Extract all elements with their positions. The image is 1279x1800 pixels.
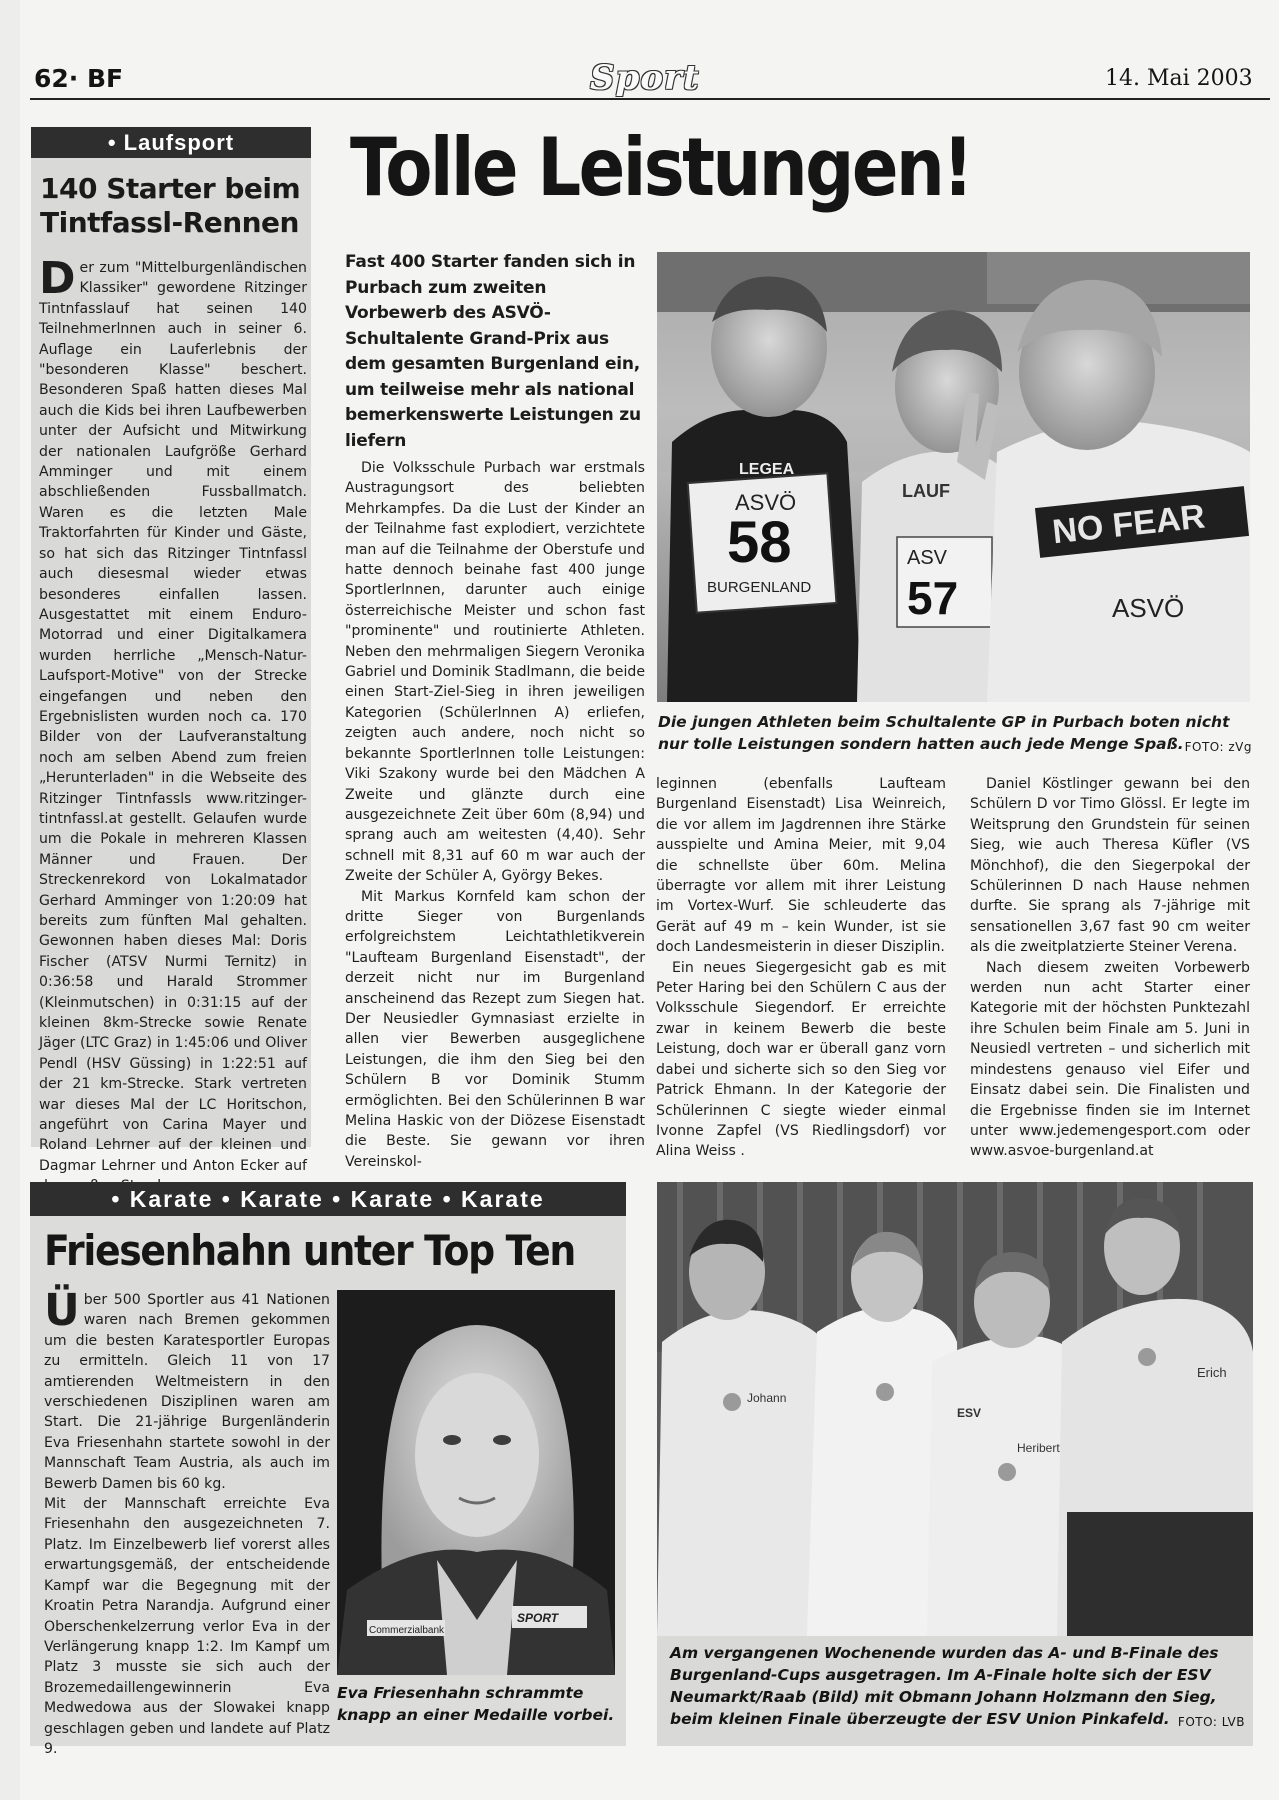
bib2-number: 57	[907, 572, 959, 624]
esv-photo-credit: FOTO: LVB	[1177, 1715, 1245, 1729]
main-col2-para-1: leginnen (ebenfalls Laufteam Burgenland Eisenstadt) Lisa Weinreich, die vor allem im Jagdrennen ihre Stärke ausspielte und Amina Meier, mit 9,04 die schnellste über 60m. Melina überragte vor allem mit ihrer Leistung im Vortex-Wurf. Sie schleuderte das Gerät auf 49 m – kein Wunder, ist sie doch Landesmeisterin in dieser Disziplin.	[656, 776, 946, 956]
name-1: Johann	[747, 1391, 787, 1405]
name-2: Heribert	[1017, 1441, 1060, 1455]
athletes-photo-credit: FOTO: zVg	[1184, 740, 1252, 754]
bib-org: ASVÖ	[735, 490, 797, 515]
bib2-org: ASV	[907, 547, 948, 569]
esv-caption-text: Am vergangenen Wochenende wurden das A- und B-Finale des Burgenland-Cups ausgetragen. Im A-Finale holte sich der ESV Neumarkt/Raab (Bild) mit Obmann Johann Holzmann den Sieg, beim kleinen Finale überzeugte der ESV Union Pinkafeld.	[670, 1644, 1219, 1728]
athletes-caption	[658, 711, 1252, 758]
main-col3-para-2: Nach diesem zweiten Vorbewerb werden nun acht Starter einer Kategorie mit der höchsten Punktezahl ihre Schulen beim Finale am 5. Juni in Neusiedl vertreten – und sicherlich mit mindestens genauso viel Eifer und Einsatz dabei sein. Die Finalisten und die Ergebnisse finden sie im Internet unter www.jedemengesport.com oder www.asvoe-burgenland.at	[970, 959, 1250, 1160]
karate-headline: Friesenhahn unter Top Ten	[44, 1226, 575, 1275]
main-col1-para-1: Die Volksschule Purbach war erstmals Austragungsort des beliebten Mehrkampfes. Da die Lust der Kinder an der Teilnahme fast explodiert, verzichtete man auf die Teilnahme der Oberstufe und hatte dennoch beinahe fast 400 junge Sportlerlnnen, darunter auch einige österreichische Meister und schon fast "prominente" und routinierte Athleten. Neben den mehrmaligen Siegern Veronika Gabriel und Dominik Stadlmann, die beide einen Start-Ziel-Sieg in ihren jeweiligen Kategorien (Schülerlnnen A) erliefen, zeigten auch andere, noch nicht so bekannte Sportlerlnnen tolle Leistungen: Viki Szakony wurde bei den Mädchen A Zweite und glänzte durch eine ausgezeichnete Zeit über 60m (8,94) und sprang auch am weitesten (4,40). Sehr schnell mit 8,31 auf 60 m war auch der Zweite der Schüler A, György Bekes.	[345, 460, 645, 885]
sponsor-2: SPORT	[517, 1611, 559, 1625]
main-col2-para-2: Ein neues Siegergesicht gab es mit Peter Haring bei den Schülern C aus der Volksschule Siegendorf. Er erreichte zwar in keinem Bewerb die beste Leistung, doch war er überall ganz vorn dabei und sicherte sich so den Sieg vor Patrick Ehmann. In der Kategorie der Schülerinnen C siegte wieder einmal Ivonne Zapfel (VS Riedlingsdorf) vor Alina Weiss .	[656, 959, 946, 1160]
shirt-brand: LEGEA	[739, 461, 795, 478]
friesenhahn-photo	[337, 1290, 615, 1675]
name-3: Erich	[1197, 1365, 1227, 1380]
athletes-photo	[657, 252, 1250, 702]
main-column-3	[970, 774, 1250, 1162]
section-title: Sport	[590, 58, 700, 98]
bib-region: BURGENLAND	[707, 579, 812, 596]
laufsport-headline: 140 Starter beim Tintfassl-Rennen	[40, 172, 301, 239]
main-headline: Tolle Leistungen!	[350, 121, 972, 214]
main-column-1	[345, 458, 645, 1172]
laufsport-kicker: • Laufsport	[31, 127, 311, 158]
main-col3-para-1: Daniel Köstlinger gewann bei den Schülern D vor Timo Glössl. Er legte im Weitsprung den Grundstein für seinen Sieg, wie auch Theresa Küfler (VS Mönchhof), die den Siegerpokal der Schülerinnen D nach Hause nehmen durfte. Sie sprang als 7-jährige mit sensationellen 3,67 fast 90 cm weiter als die zweitplatzierte Steiner Verena.	[970, 776, 1250, 956]
newspaper-page	[20, 0, 1279, 1800]
karate-kicker: • Karate • Karate • Karate • Karate	[30, 1182, 626, 1216]
laufsport-text: er zum "Mittelburgenländischen Klassiker" gewordene Ritzinger Tintnfasslauf hat seinen 140 Teilnehmerlnnen auch in seiner 6. Auflage ein Lauferlebnis der "besonderen Klasse" beschert. Besonderen Spaß hatten dieses Mal auch die Kids bei ihren Laufbewerben unter der Aufsicht und Mitwirkung der nationalen Laufgröße Gerhard Amminger und mit einem abschließenden Fussballmatch. Waren es die letzten Male Traktorfahrten für Kinder und Gäste, so hat sich das Ritzinger Tintnfassl auch diesesmal wieder etwas besonderes einfallen lassen. Ausgestattet mit einem Enduro-Motorrad und einer Digitalkamera wurden herrliche „Mensch-Natur-Laufsport-Motive" von der Strecke eingefangen und neben den Ergebnislisten wurden noch ca. 170 Bilder von der Laufveranstaltung noch am selben Abend zum freien „Herunterladen" in die Webseite des Ritzinger Tintnfassls www.ritzinger-tintnfassl.at gestellt. Gelaufen wurde um die Pokale in mehreren Klassen Männer und Frauen. Der Streckenrekord von Lokalmatador Gerhard Amminger von 1:20:09 hat bereits zum fünften Mal gehalten. Gewonnen haben dieses Mal: Doris Fischer (ATSV Nurmi Ternitz) in 0:36:58 und Harald Strommer (Kleinmutschen) in 0:31:15 auf der kleinen 8km-Strecke sowie Renate Jäger (LTC Graz) in 1:45:06 und Oliver Pendl (HSV Güssing) in 1:22:51 auf der 21 km-Strecke. Stark vertreten war dieses Mal der LC Horitschon, angeführt von Carina Mayer und Roland Lehrner auf der kleinen und Dagmar Lehrner und Anton Ecker auf	[39, 260, 307, 1174]
friesenhahn-caption: Eva Friesenhahn schrammte knapp an einer Medaille vorbei.	[337, 1684, 615, 1724]
shirt2-text: LAUF	[902, 481, 950, 501]
laufsport-body	[39, 253, 307, 1197]
karate-para-1: ber 500 Sportler aus 41 Nationen waren nach Bremen gekommen um die besten Karatesportler Europas zu ermitteln. Gleich 11 von 17 amtierenden Weltmeistern in den verschiedenen Disziplinen waren am Start. Die 21-jährige Burgenländerin Eva Friesenhahn startete sowohl in der Mannschaft Team Austria, als auch im Bewerb Damen bis 60 kg.	[44, 1292, 330, 1492]
karate-para-2: Mit der Mannschaft erreichte Eva Friesenhahn den ausgezeichneten 7. Platz. Im Einzelbewerb lief vorerst alles erwartungsgemäß, der entscheidende Kampf war die Begegnung mit der Kroatin Petra Narandja. Aufgrund einer Oberschenkelzerrung verlor Eva in der Verlängerung knapp 1:2. Im Kampf um Platz 3 musste sie sich auch der Brozemedaillengewinnerin Eva Medwedowa aus der Slowakei knapp geschlagen geben und landete auf Platz 9.	[44, 1496, 330, 1757]
sponsor-1: Commerzialbank	[369, 1625, 445, 1636]
karate-body	[44, 1285, 330, 1759]
main-col1-para-2: Mit Markus Kornfeld kam schon der dritte Sieger von Burgenlands erfolgreichstem Leichtathletikverein "Laufteam Burgenland Eisenstadt", der derzeit nicht nur im Burgenland anscheinend das Rezept zum Siegen hat. Der Neusiedler Gymnasiast erzielte in allen vier Bewerben ausgeglichene Leistungen, die ihm den Sieg bei den Schülern B vor Dominik Stumm ermöglichten. Bei den Schülerinnen B war Melina Haskic von der Diözese Eisenstadt die Beste. Sie gewann vor ihren Vereinskol-	[345, 888, 645, 1170]
bib-number: 58	[727, 510, 792, 575]
laufsport-dropcap: D	[39, 253, 76, 304]
shirt3-text: NO FEAR	[1050, 497, 1207, 552]
club-badge: ESV	[957, 1406, 982, 1420]
esv-team-photo	[657, 1182, 1253, 1636]
karate-dropcap: Ü	[44, 1285, 80, 1336]
issue-date: 14. Mai 2003	[1105, 66, 1253, 91]
page-number: 62· BF	[34, 64, 124, 93]
main-lead: Fast 400 Starter fanden sich in Purbach zum zweiten Vorbewerb des ASVÖ-Schultalente Grand-Prix aus dem gesamten Burgenland ein, um teilweise mehr als national bemerkenswerte Leistungen zu liefern	[345, 252, 641, 451]
header-rule	[30, 98, 1270, 100]
athletes-caption-text: Die jungen Athleten beim Schultalente GP in Purbach boten nicht nur tolle Leistungen sondern hatten auch jede Menge Spaß.	[658, 713, 1230, 753]
main-column-2	[656, 774, 946, 1162]
esv-caption	[670, 1642, 1245, 1733]
shirt3-org: ASVÖ	[1112, 593, 1185, 623]
